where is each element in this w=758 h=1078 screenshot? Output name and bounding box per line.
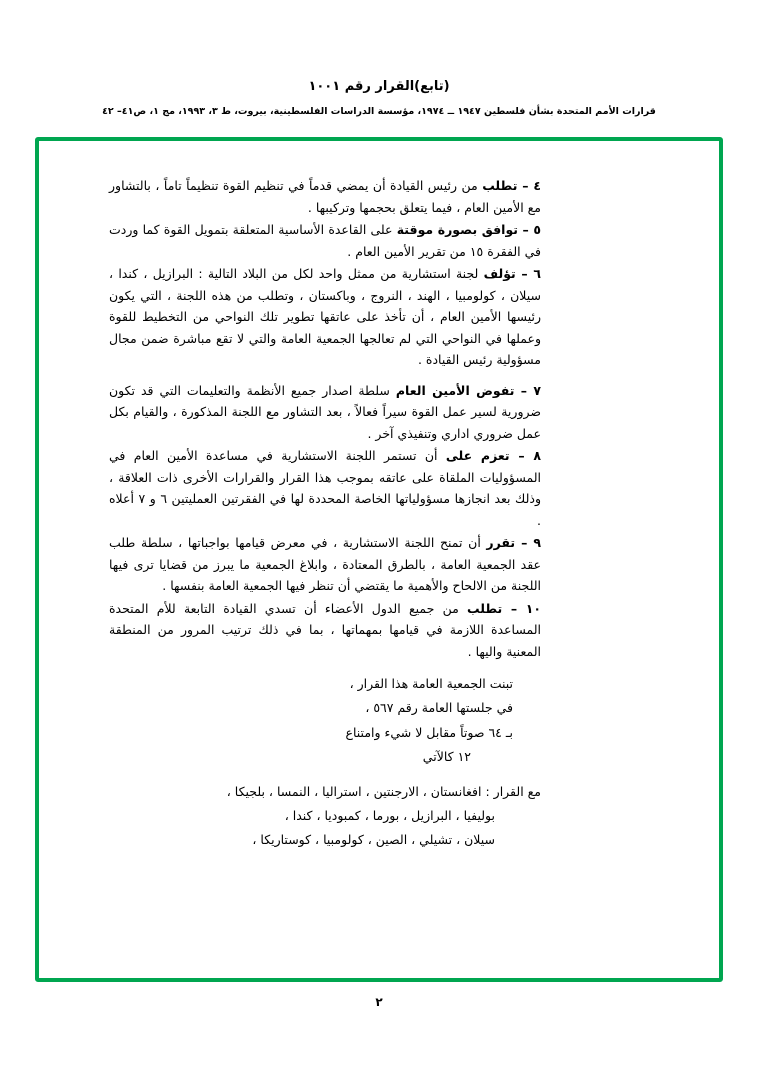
vote-countries-line: بوليفيا ، البرازيل ، بورما ، كمبوديا ، كندا ، — [284, 807, 495, 823]
clause-text: لجنة استشارية من ممثل واحد لكل من البلاد التالية : البرازيل ، كندا ، سيلان ، كولومبيا ، الهند ، النروج ، وباكستان ، وتطلب من هذه اللجنة ، التي يكون رئيسها الأمين العام ، أن تأخذ على عاتقها تطوير تلك النواحي من التخطيط للقوة وعملها في النواحي التي لم تعالجها الجمعية العامة والتي لا تقع مباشرة ضمن مجال مسؤولية رئيس القيادة . — [109, 266, 541, 367]
clause-lead: ٨ – تعزم على — [445, 448, 541, 463]
adoption-block — [109, 672, 541, 770]
clause-paragraph — [109, 219, 541, 262]
page-number: ٢ — [375, 995, 383, 1009]
header-title: (تابع)القرار رقم ١٠٠١ — [308, 79, 450, 94]
clause-paragraph — [109, 380, 541, 445]
header-source-citation: قرارات الأمم المتحدة بشأن فلسطين ١٩٤٧ ــ ١٩٧٤، مؤسسة الدراسات الفلسطينية، بيروت، ط ٣، ١٩٩٣، مج ١، ص٤١– ٤٢ — [102, 106, 656, 118]
clause-lead: ٥ – توافق بصورة موقتة — [396, 222, 541, 237]
clause-text: سلطة اصدار جميع الأنظمة والتعليمات التي قد تكون ضرورية لسير عمل القوة سيراً فعالاً ، بعد التشاور مع اللجنة المذكورة ، والقيام بكل عمل ضروري اداري وتنفيذي آخر . — [109, 382, 541, 441]
vote-label-and-first-line — [109, 780, 541, 804]
adoption-line: ١٢ كالآتي — [422, 749, 471, 765]
vote-label: مع القرار : — [485, 783, 541, 799]
clause-lead: ١٠ – تطلب — [467, 600, 541, 616]
clause-lead: ٩ – تقرر — [486, 535, 541, 550]
vote-block — [109, 780, 541, 853]
clause-text: أن تمنح اللجنة الاستشارية ، في معرض قيامها بواجباتها ، سلطة طلب عقد الجمعية العامة ، بالطرق المعتادة ، وابلاغ الجمعية ما يبرز من قضايا ترى فيها اللجنة من الالحاح والأهمية ما يقتضي أن تنظر فيها الجمعية العامة بنفسها . — [109, 535, 541, 593]
clause-lead: ٧ – تفوض الأمين العام — [395, 382, 541, 398]
clause-paragraph — [109, 445, 541, 531]
clause-paragraph — [109, 598, 541, 663]
content-frame — [35, 137, 723, 982]
document-body — [109, 175, 541, 853]
adoption-line: تبنت الجمعية العامة هذا القرار ، — [349, 676, 513, 691]
vote-countries-line: سيلان ، تشيلي ، الصين ، كولومبيا ، كوستاريكا ، — [252, 832, 495, 848]
clause-text: من جميع الدول الأعضاء أن تسدي القيادة التابعة للأم المتحدة المساعدة اللازمة في قيامها بمهماتها ، بما في ذلك ترتيب المرور من المنطقة المعنية واليها . — [109, 600, 541, 659]
adoption-line: في جلستها العامة رقم ٥٦٧ ، — [365, 700, 513, 716]
adoption-line: بـ ٦٤ صوتاً مقابل لا شيء وامتناع — [345, 724, 513, 740]
page-header — [0, 78, 758, 119]
clause-paragraph — [109, 263, 541, 371]
clause-text: أن تستمر اللجنة الاستشارية في مساعدة الأمين العام في المسؤوليات الملقاة على عاتقه بموجب هذا القرار والقرارات الأخرى ذات العلاقة ، وذلك بعد انجازها مسؤولياتها الخاصة المحددة لها في الفقرتين العمليتين ٦ و ٧ أعلاه . — [109, 448, 542, 528]
clause-lead: ٦ – تؤلف — [483, 266, 541, 281]
clause-lead: ٤ – تطلب — [482, 178, 541, 193]
clause-text: من رئيس القيادة أن يمضي قدماً في تنظيم القوة تنظيماً تاماً ، بالتشاور مع الأمين العام ، فيما يتعلق بحجمها وتركيبها . — [109, 178, 541, 215]
clause-text: على القاعدة الأساسية المتعلقة بتمويل القوة كما وردت في الفقرة ١٥ من تقرير الأمين العام . — [109, 222, 541, 259]
clause-paragraph — [109, 175, 541, 218]
vote-countries-line: افغانستان ، الارجنتين ، استراليا ، النمسا ، بلجيكا ، — [226, 783, 482, 799]
clause-paragraph — [109, 532, 541, 597]
